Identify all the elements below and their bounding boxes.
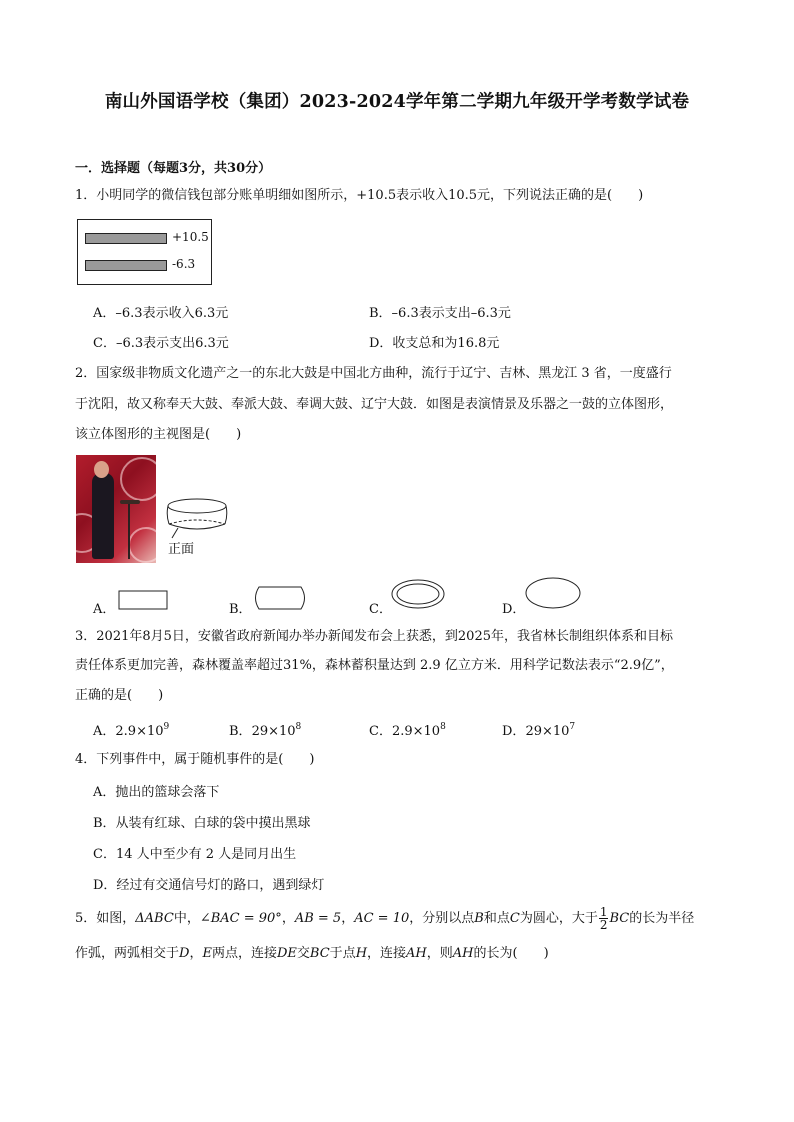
q2-option-d-label: D． xyxy=(502,602,526,617)
option-d-ellipse xyxy=(524,576,584,612)
q4-option-c: C．14 人中至少有 2 人是同月出生 xyxy=(93,847,297,862)
q3-option-a: A．$2.9\times 10^9$ xyxy=(93,722,170,739)
q4-option-b: B．从装有红球、白球的袋中摸出黑球 xyxy=(93,816,311,831)
q1-option-d: D．收支总和为16.8元 xyxy=(369,336,500,351)
question-2-line-3: 该立体图形的主视图是( ) xyxy=(75,427,242,442)
q2-option-a-label: A． xyxy=(93,602,116,617)
performance-photo xyxy=(76,455,156,563)
section-heading: 一．选择题（每题3分，共30分） xyxy=(75,161,272,176)
question-3-line-2: 责任体系更加完善，森林覆盖率超过31%，森林蓄积量达到 2.9 亿立方米．用科学记数法表示“2.9亿”， xyxy=(75,658,674,673)
expense-amount: -6.3 xyxy=(172,257,196,271)
option-a-rectangle xyxy=(118,590,170,612)
q1-option-b: B．–6.3表示支出–6.3元 xyxy=(369,306,511,321)
question-2-line-1: 2．国家级非物质文化遗产之一的东北大鼓是中国北方曲种，流行于辽宁、吉林、黑龙江 3 省，一度盛行 xyxy=(75,366,672,381)
income-bar xyxy=(85,233,167,244)
q1-option-a: A．–6.3表示收入6.3元 xyxy=(93,306,229,321)
question-2-line-2: 于沈阳，故又称奉天大鼓、奉派大鼓、奉调大鼓、辽宁大鼓．如图是表演情景及乐器之一鼓的立体图形， xyxy=(75,397,674,412)
q3-option-b: B．$29\times 10^8$ xyxy=(229,722,302,739)
question-5-line-1: 5．如图，ΔABC中，∠BAC = 90°，AB = 5，AC = 10，分别以点B和点C为圆心，大于 $\frac{1}{2}$ BC的长为半径 xyxy=(75,905,695,932)
wallet-figure xyxy=(77,219,212,285)
option-b-barrel-shape xyxy=(251,585,309,613)
q1-option-c: C．–6.3表示支出6.3元 xyxy=(93,336,229,351)
q2-option-b-label: B． xyxy=(229,602,252,617)
question-3-line-1: 3．2021年8月5日，安徽省政府新闻办举办新闻发布会上获悉，到2025年，我省林长制组织体系和目标 xyxy=(75,629,673,644)
q2-option-c-label: C． xyxy=(369,602,392,617)
question-5-line-2: 作弧，两弧相交于D，E两点，连接DE交BC于点H，连接AH，则AH的长为( ) xyxy=(75,946,549,961)
q4-option-a: A．抛出的篮球会落下 xyxy=(93,785,220,800)
question-1-stem: 1．小明同学的微信钱包部分账单明细如图所示，+10.5表示收入10.5元，下列说法正确的是( ) xyxy=(75,188,644,203)
page-title: 南山外国语学校（集团）2023-2024学年第二学期九年级开学考数学试卷 xyxy=(104,92,690,112)
one-half-fraction: $\frac{1}{2}$ xyxy=(599,905,608,932)
q3-option-c: C．$2.9\times 10^8$ xyxy=(369,722,446,739)
expense-bar xyxy=(85,260,167,271)
front-view-label: 正面 xyxy=(168,542,195,557)
question-3-line-3: 正确的是( ) xyxy=(75,688,164,703)
question-4-stem: 4．下列事件中，属于随机事件的是( ) xyxy=(75,752,315,767)
income-amount: +10.5 xyxy=(172,230,209,244)
option-c-double-ellipse xyxy=(390,578,448,612)
q3-option-d: D．$29\times 10^7$ xyxy=(502,722,576,739)
q4-option-d: D．经过有交通信号灯的路口，遇到绿灯 xyxy=(93,878,325,893)
